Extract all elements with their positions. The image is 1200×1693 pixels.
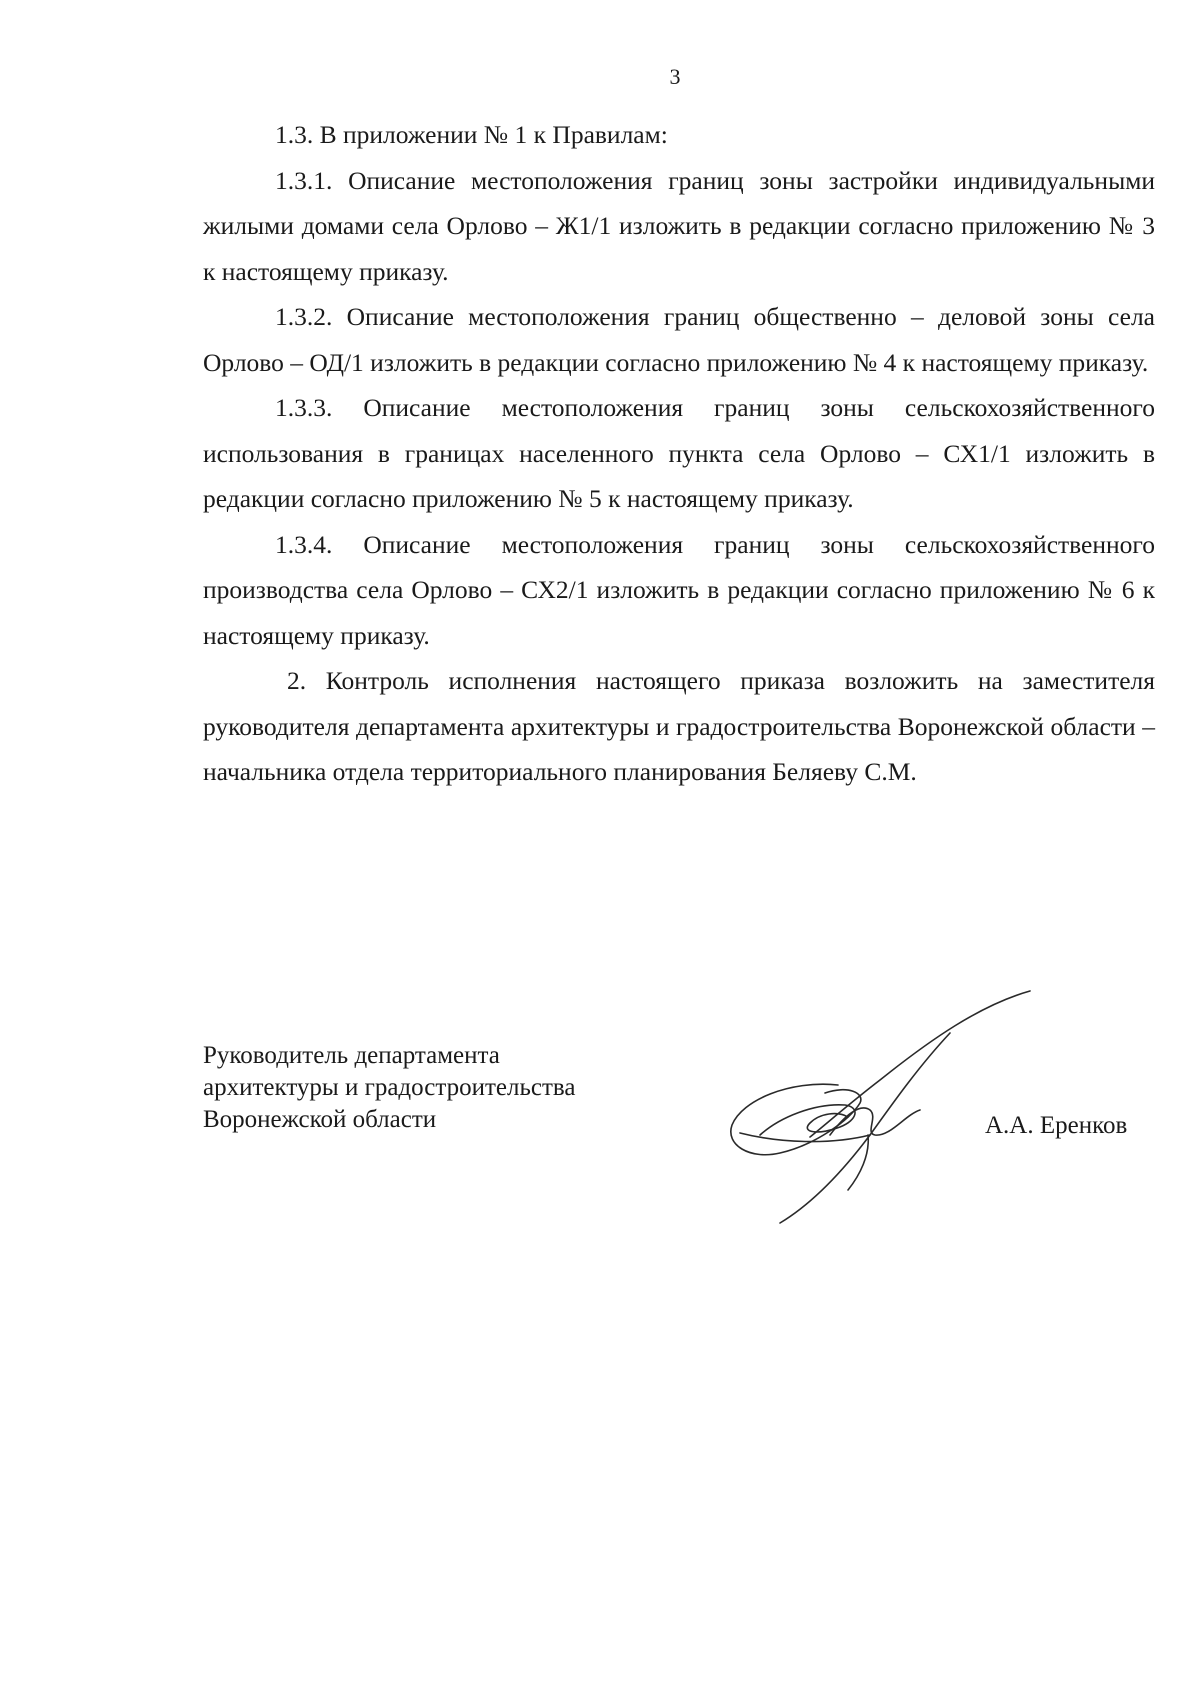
signer-name: А.А. Еренков: [985, 1112, 1128, 1139]
paragraph-1-3-3: 1.3.3. Описание местоположения границ зоны сельскохозяйственного использования в границах населенного пункта села Орлово – СХ1/1 изложить в редакции согласно приложению № 5 к настоящему приказу.: [203, 393, 1155, 513]
document-body: [203, 112, 1155, 795]
paragraph-1-3-1: 1.3.1. Описание местоположения границ зоны застройки индивидуальными жилыми домами села Орлово – Ж1/1 изложить в редакции согласно приложению № 3 к настоящему приказу.: [203, 165, 1155, 286]
paragraph-1-3-2: 1.3.2. Описание местоположения границ общественно – деловой зоны села Орлово – ОД/1 изложить в редакции согласно приложению № 4 к настоящему приказу.: [203, 302, 1155, 377]
signer-title-line: Воронежской области: [203, 1106, 437, 1133]
paragraph-2: 2. Контроль исполнения настоящего приказа возложить на заместителя руководителя департамента архитектуры и градостроительства Воронежской области – начальника отдела территориального планирования Беляеву С.М.: [203, 666, 1155, 786]
signer-title-line: архитектуры и градостроительства: [203, 1074, 576, 1101]
paragraph-1-3: 1.3. В приложении № 1 к Правилам:: [275, 120, 668, 149]
paragraph-1-3-4: 1.3.4. Описание местоположения границ зоны сельскохозяйственного производства села Орлово – СХ2/1 изложить в редакции согласно приложению № 6 к настоящему приказу.: [203, 529, 1155, 650]
page-number: 3: [669, 64, 681, 89]
handwritten-signature: [720, 985, 1040, 1225]
signer-title-block: [203, 1040, 575, 1136]
signer-title-line: Руководитель департамента: [203, 1042, 500, 1069]
